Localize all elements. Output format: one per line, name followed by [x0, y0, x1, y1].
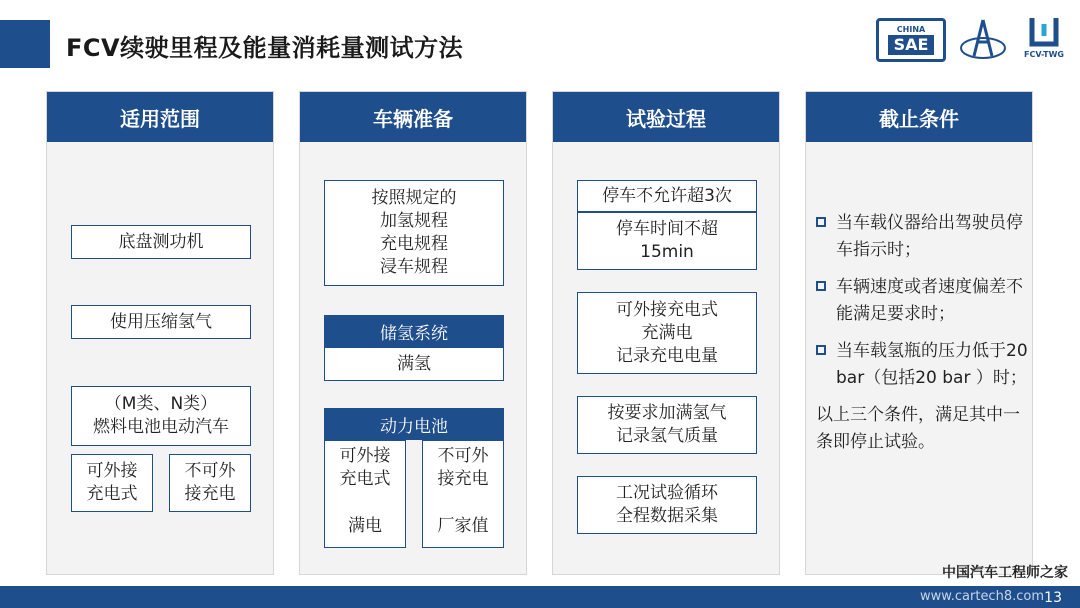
- process-stop-duration-line2: 15min: [640, 242, 694, 262]
- prep-column-header: 车辆准备: [300, 92, 526, 142]
- china-sae-logo: [876, 18, 946, 62]
- process-cycle-line: 全程数据采集: [616, 506, 718, 526]
- stop-condition-text: 车辆速度或者速度偏差不能满足要求时；: [836, 277, 1023, 324]
- process-cycle-box: [577, 476, 757, 534]
- process-refuel-box: [577, 396, 757, 454]
- process-charge-line: 记录充电电量: [616, 345, 718, 366]
- process-stop-duration: [577, 212, 757, 270]
- stop-condition-text: 当车载氢瓶的压力低于20 bar（包括20 bar ）时；: [836, 341, 1028, 388]
- prep-battery-pluggable-line1: 可外接: [339, 446, 391, 466]
- footer-bar: [0, 586, 1080, 608]
- prep-h2-storage-value: [324, 347, 504, 381]
- catarc-logo-icon: [956, 16, 1010, 64]
- scope-sub-pluggable-line2: 充电式: [86, 484, 138, 504]
- fcv-logo-text: FCV-TWG: [1024, 50, 1064, 59]
- process-stop-limit: [577, 180, 757, 212]
- scope-item-dyno: [71, 225, 251, 259]
- process-stop-limit-text: 停车不允许超3次: [602, 185, 732, 206]
- prep-procedure-line: 充电规程: [380, 234, 448, 254]
- prep-battery-nonpluggable-line1: 不可外: [437, 446, 489, 466]
- sae-logo-bottom-text: SAE: [888, 35, 935, 55]
- prep-column: [299, 91, 527, 575]
- stop-condition-item: [816, 210, 1030, 264]
- prep-battery-header: 动力电池: [324, 408, 504, 440]
- scope-column-header: 适用范围: [47, 92, 273, 142]
- checkbox-bullet-icon: [816, 281, 826, 291]
- page-number: 13: [1044, 590, 1062, 606]
- prep-battery-nonpluggable: [422, 440, 504, 548]
- process-column-header: 试验过程: [553, 92, 779, 142]
- stop-column: [805, 91, 1033, 575]
- title-accent-bar: [0, 20, 50, 68]
- stop-summary-note: 以上三个条件，满足其中一条即停止试验。: [816, 405, 1020, 452]
- scope-item-hydrogen: [71, 305, 251, 339]
- process-charge-box: [577, 292, 757, 374]
- process-refuel-line: 按要求加满氢气: [607, 403, 727, 423]
- checkbox-bullet-icon: [816, 345, 826, 355]
- scope-item-vehicle-class: [71, 386, 251, 446]
- prep-battery-pluggable: [324, 440, 406, 548]
- slide-title: FCV续驶里程及能量消耗量测试方法: [66, 34, 464, 62]
- prep-battery-nonpluggable-value: 厂家值: [437, 516, 489, 536]
- scope-sub-nonpluggable-line1: 不可外: [184, 461, 236, 481]
- watermark-site-name: 中国汽车工程师之家: [942, 565, 1068, 581]
- stop-condition-item: [816, 338, 1030, 392]
- prep-procedures-box: [324, 180, 504, 286]
- sae-logo-top-text: CHINA: [896, 25, 926, 34]
- scope-sub-pluggable-line1: 可外接: [86, 461, 138, 481]
- prep-h2-storage-value-text: 满氢: [397, 353, 431, 374]
- scope-item-dyno-text: 底盘测功机: [118, 231, 204, 252]
- process-refuel-line: 记录氢气质量: [616, 426, 718, 446]
- stop-column-header: 截止条件: [806, 92, 1032, 142]
- prep-battery-nonpluggable-line2: 接充电: [437, 469, 489, 489]
- process-stop-duration-line1: 停车时间不超: [616, 219, 718, 239]
- fcv-logo-icon: [1026, 14, 1062, 50]
- fcv-twg-logo: [1020, 14, 1068, 66]
- scope-item-class-line2: 燃料电池电动汽车: [93, 417, 229, 437]
- scope-sub-nonpluggable-line2: 接充电: [184, 484, 236, 504]
- prep-h2-storage-header: 储氢系统: [324, 315, 504, 347]
- checkbox-bullet-icon: [816, 217, 826, 227]
- scope-column: [46, 91, 274, 575]
- scope-item-class-line1: （M类、N类）: [104, 394, 218, 414]
- prep-battery-pluggable-value: 满电: [348, 516, 382, 536]
- stop-condition-text: 当车载仪器给出驾驶员停车指示时；: [836, 213, 1023, 260]
- scope-item-hydrogen-text: 使用压缩氢气: [110, 311, 212, 332]
- scope-sub-pluggable: [71, 454, 153, 512]
- scope-sub-nonpluggable: [169, 454, 251, 512]
- stop-condition-item: [816, 274, 1030, 328]
- prep-procedure-line: 按照规定的: [371, 188, 457, 208]
- logo-group: [876, 14, 1068, 66]
- stop-conditions-list: [816, 210, 1030, 456]
- process-cycle-line: 工况试验循环: [616, 483, 718, 503]
- process-column: [552, 91, 780, 575]
- process-charge-line: 可外接充电式: [616, 299, 718, 320]
- prep-procedure-line: 加氢规程: [380, 211, 448, 231]
- watermark-url: www.cartech8.com: [920, 589, 1044, 604]
- prep-battery-pluggable-line2: 充电式: [339, 469, 391, 489]
- process-charge-line: 充满电: [641, 322, 693, 343]
- prep-procedure-line: 浸车规程: [380, 257, 448, 277]
